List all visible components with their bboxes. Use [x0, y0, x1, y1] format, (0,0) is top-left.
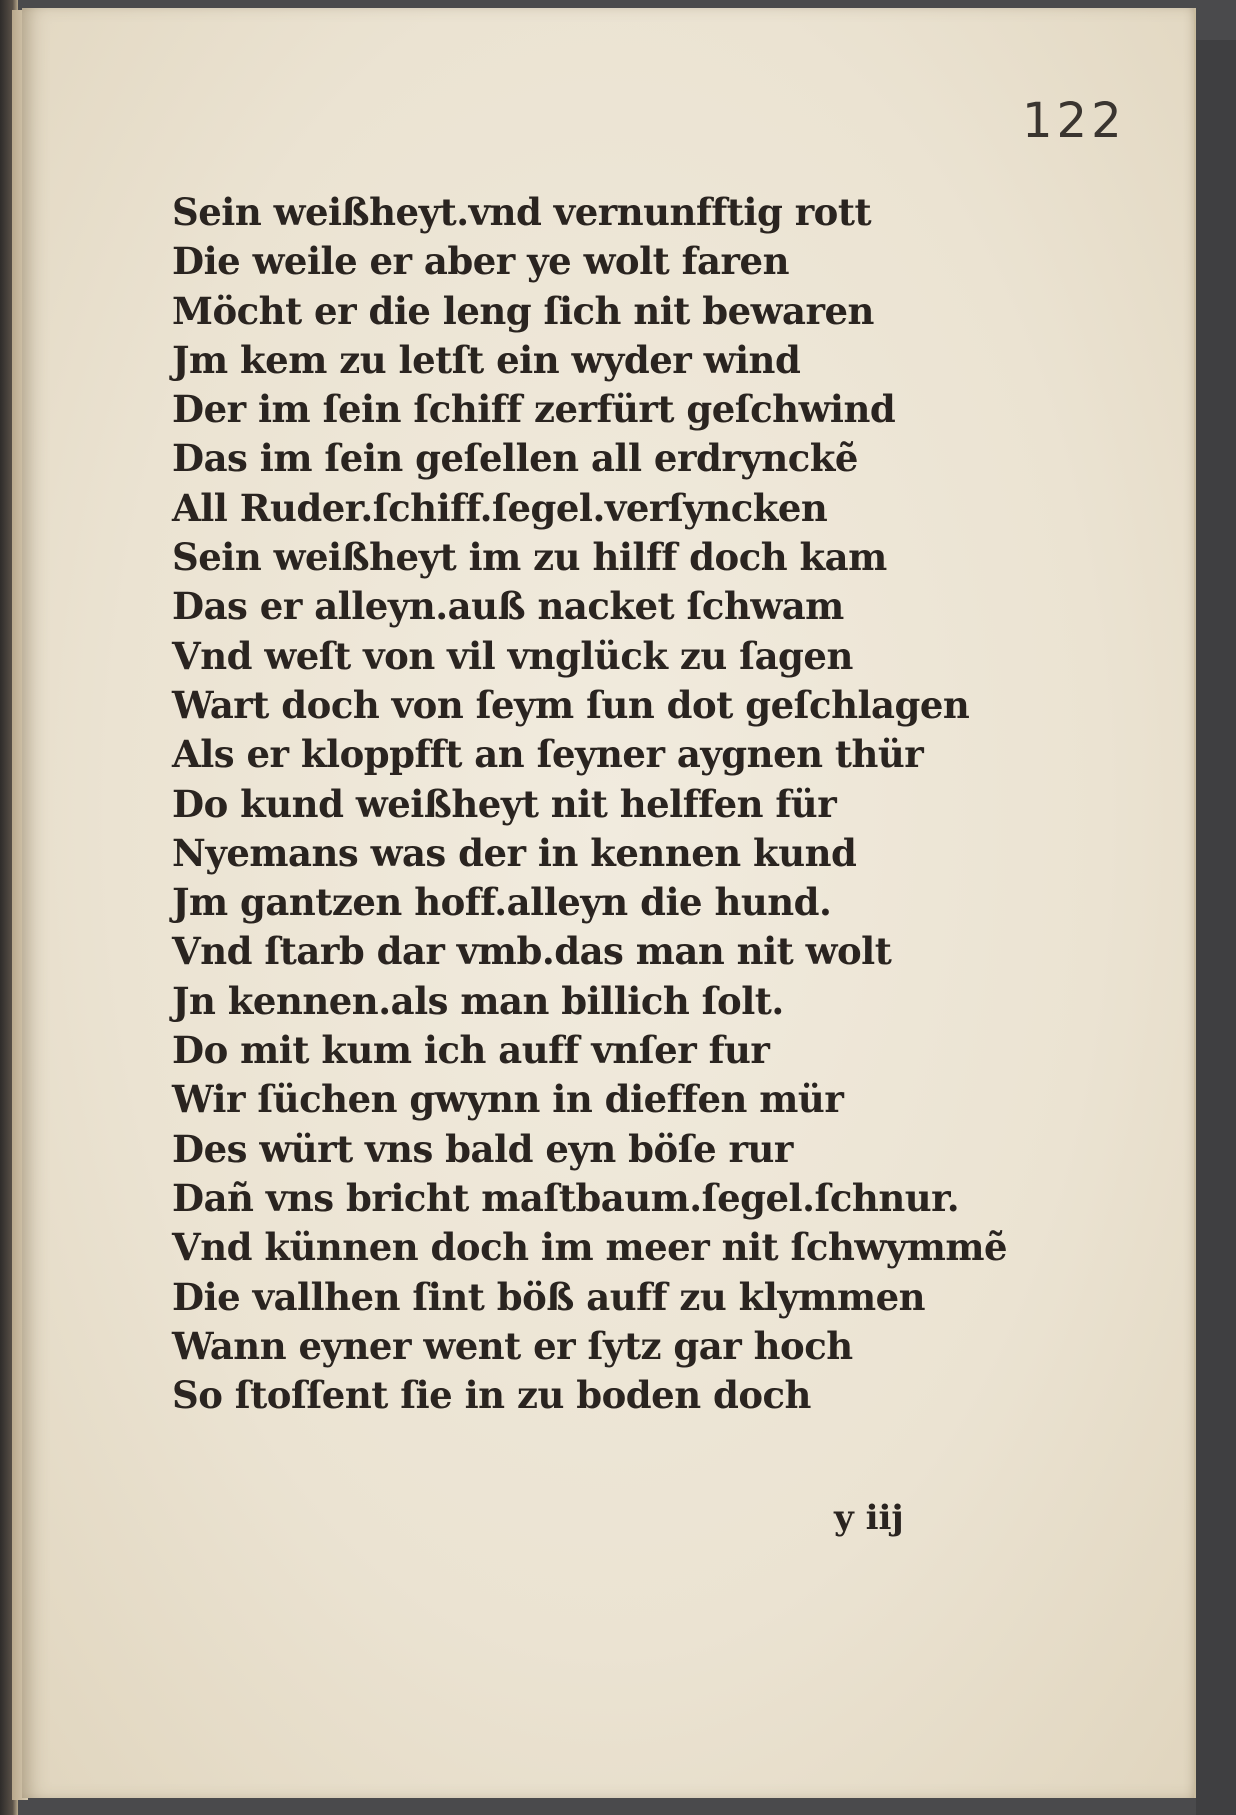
- verse-line: Wann eyner went er ſytz gar hoch: [172, 1323, 853, 1368]
- verse-line: Die weile er aber ye wolt faren: [172, 239, 789, 284]
- scan-background: [1196, 40, 1236, 1815]
- verse-line: Vnd weſt von vil vnglück zu ſagen: [172, 633, 853, 678]
- folio-number: 122: [1022, 93, 1126, 149]
- verse-line: Jm gantzen hoff.alleyn die hund.: [172, 880, 832, 925]
- verse-line: Der im ſein ſchiff zerfürt geſchwind: [172, 387, 896, 432]
- verse-line: Möcht er die leng ſich nit bewaren: [172, 288, 874, 333]
- verse-line: Das im ſein geſellen all erdrynckẽ: [172, 436, 858, 481]
- verse-line: So ſtoſſent ſie in zu boden doch: [172, 1373, 811, 1418]
- verse-line: Als er kloppfft an ſeyner aygnen thür: [172, 732, 924, 777]
- verse-line: Vnd künnen doch im meer nit ſchwymmẽ: [172, 1225, 1008, 1270]
- verse-line: Nyemans was der in kennen kund: [172, 830, 857, 875]
- verse-line: Sein weißheyt im zu hilff doch kam: [172, 535, 887, 580]
- verse-line: Do mit kum ich auff vnſer fur: [172, 1028, 770, 1073]
- verse-line: Des würt vns bald eyn böſe rur: [172, 1126, 793, 1171]
- verse-line: Das er alleyn.auß nacket ſchwam: [172, 584, 844, 629]
- book-page: [22, 8, 1196, 1798]
- verse-line: Wart doch von ſeym ſun dot geſchlagen: [172, 682, 970, 727]
- verse-line: Sein weißheyt.vnd vernunfftig rott: [172, 190, 872, 234]
- verse-line: Vnd ſtarb dar vmb.das man nit wolt: [172, 929, 892, 974]
- verse-line: Wir ſüchen gwynn in dieffen mür: [172, 1077, 844, 1122]
- verse-line: Jm kem zu letſt ein wyder wind: [172, 337, 801, 382]
- verse-line: Die vallhen ſint böß auff zu klymmen: [172, 1274, 926, 1319]
- verse-line: Jn kennen.als man billich ſolt.: [172, 978, 784, 1023]
- signature-mark: y iij: [834, 1498, 904, 1538]
- verse-text: [172, 188, 1032, 1420]
- verse-line: Do kund weißheyt nit helffen für: [172, 781, 837, 826]
- verse-line: All Ruder.ſchiff.ſegel.verſyncken: [172, 485, 828, 530]
- verse-line: Dañ vns bricht maſtbaum.ſegel.ſchnur.: [172, 1175, 960, 1220]
